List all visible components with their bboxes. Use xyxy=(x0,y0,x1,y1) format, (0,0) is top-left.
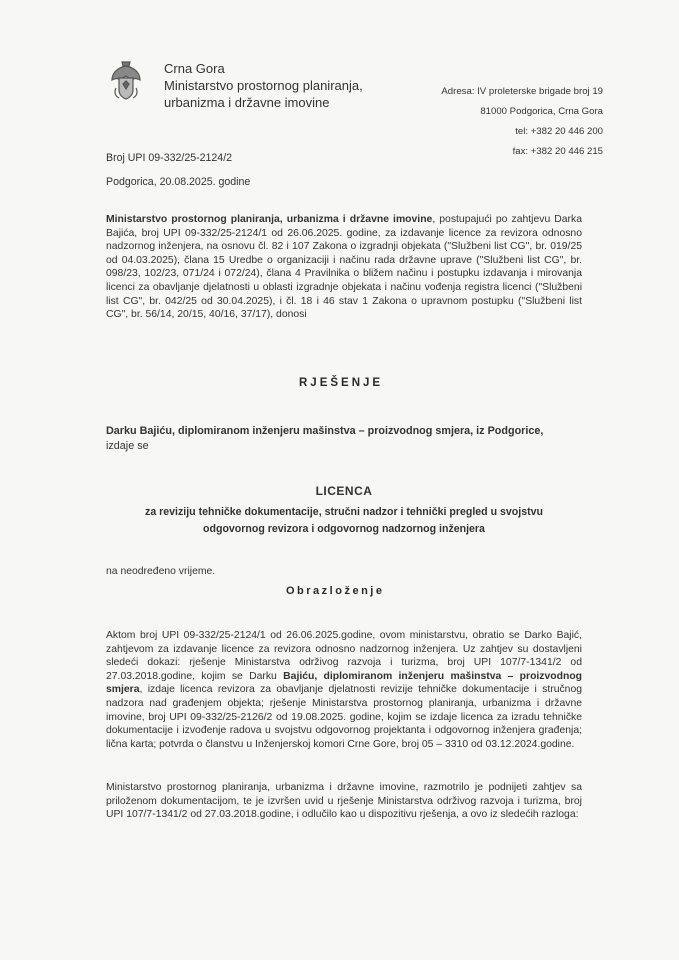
obrazlozenje-heading: Obrazloženje xyxy=(286,585,385,597)
rjesenje-heading: RJEŠENJE xyxy=(299,377,384,389)
licenca-title: LICENCA xyxy=(315,484,373,498)
recipient-name: Darku Bajiću, diplomiranom inženjeru mašinstva – proizvodnog smjera, iz Podgorice, xyxy=(106,425,544,437)
document-number: Broj UPI 09-332/25-2124/2 xyxy=(106,152,233,164)
coat-of-arms-icon xyxy=(108,58,144,102)
licenca-line2: odgovornog revizora i odgovornog nadzornog inženjera xyxy=(203,523,485,535)
ministry-bold-name: Ministarstvo prostornog planiranja, urbanizma i državne imovine xyxy=(106,214,433,225)
term-text: na neodređeno vrijeme. xyxy=(106,566,216,577)
recipient-paragraph xyxy=(106,424,582,454)
address-city: 81000 Podgorica, Crna Gora xyxy=(480,106,603,117)
address-street: Adresa: IV proleterske brigade broj 19 xyxy=(441,86,603,97)
intro-text: , postupajući po zahtjevu Darka Bajića, broj UPI 09-332/25-2124/1 od 26.06.2025. godine, za izdavanje licence za revizora odnosno nadzornog inženjera, na osnovu čl. 82 i 107 Zakona o izgradnji objekata ("Službeni list CG", br. 019/25 od 04.03.2025), člana 15 Uredbe o organizaciji i načinu rada državne uprave ("Službeni list CG", br. 098/23, 102/23, 071/24 i 072/24), člana 4 Pravilnika o bližem načinu i postupku izdavanja i mirovanja licenci za obavljanje djelatnosti u oblasti izgradnje objekata i načinu vođenja registra licenci ("Službeni list CG", br. 042/25 od 30.04.2025), i čl. 18 i 46 stav 1 Zakona o upravnom postupku ("Službeni list CG", br. 56/14, 20/15, 40/16, 37/17), donosi xyxy=(106,214,582,321)
organization-block xyxy=(164,60,363,111)
reasoning-bold-name: Bajiću, diplomiranom inženjeru mašinstva – proizvodnog smjera xyxy=(106,670,583,696)
document-date: Podgorica, 20.08.2025. godine xyxy=(106,176,251,188)
intro-paragraph xyxy=(106,213,582,322)
licenca-line1: za reviziju tehničke dokumentacije, stručni nadzor i tehnički pregled u svojstvu xyxy=(145,506,543,518)
ministry-name-line2: urbanizma i državne imovine xyxy=(164,95,330,110)
ministry-name-line1: Ministarstvo prostornog planiranja, xyxy=(164,78,363,93)
recipient-tail: izdaje se xyxy=(106,440,149,452)
reasoning-paragraph-1 xyxy=(106,629,582,751)
phone-number: tel: +382 20 446 200 xyxy=(515,126,603,137)
country-name: Crna Gora xyxy=(164,61,225,76)
reasoning-text-part1: Aktom broj UPI 09-332/25-2124/1 od 26.06.2025.godine, ovom ministarstvu, obratio se Darko Bajić, zahtjevom za izdavanje licence za revizora odnosno nadzornog inženjera. Uz zahtjev su dostavljeni sledeći dokazi: rješenje Ministarstva održivog razvoja i turizma, broj UPI 107/7-1341/2 od 27.03.2018.godine, kojim se Darku xyxy=(106,630,582,682)
fax-number: fax: +382 20 446 215 xyxy=(512,146,603,157)
address-block xyxy=(441,82,603,162)
reasoning-text-part2: , izdaje licenca revizora za obavljanje djelatnosti revizije tehničke dokumentacije i stručnog nadzora nad građenjem objekta; rješenje Ministarstva prostornog planiranja, urbanizma i državne imovine, broj UPI 09-332/25-2126/2 od 19.08.2025. godine, kojim se izdaje licenca za izradu tehničke dokumentacije i izvođenje radova u svojstvu odgovornog projektanta i odgovornog inženjera građenja; lična karta; potvrda o članstvu u Inženjerskoj komori Crne Gore, broj 05 – 3310 od 03.12.2024.godine. xyxy=(106,684,582,750)
reasoning-paragraph-2: Ministarstvo prostornog planiranja, urbanizma i državne imovine, razmotrilo je podnijeti zahtjev sa priloženom dokumentacijom, te je izvršen uvid u rješenje Ministarstva održivog razvoja i turizma, broj UPI 107/7-1341/2 od 27.03.2018.godine, i odlučilo kao u dispozitivu rješenja, a ovo iz sledećih razloga: xyxy=(106,782,582,821)
